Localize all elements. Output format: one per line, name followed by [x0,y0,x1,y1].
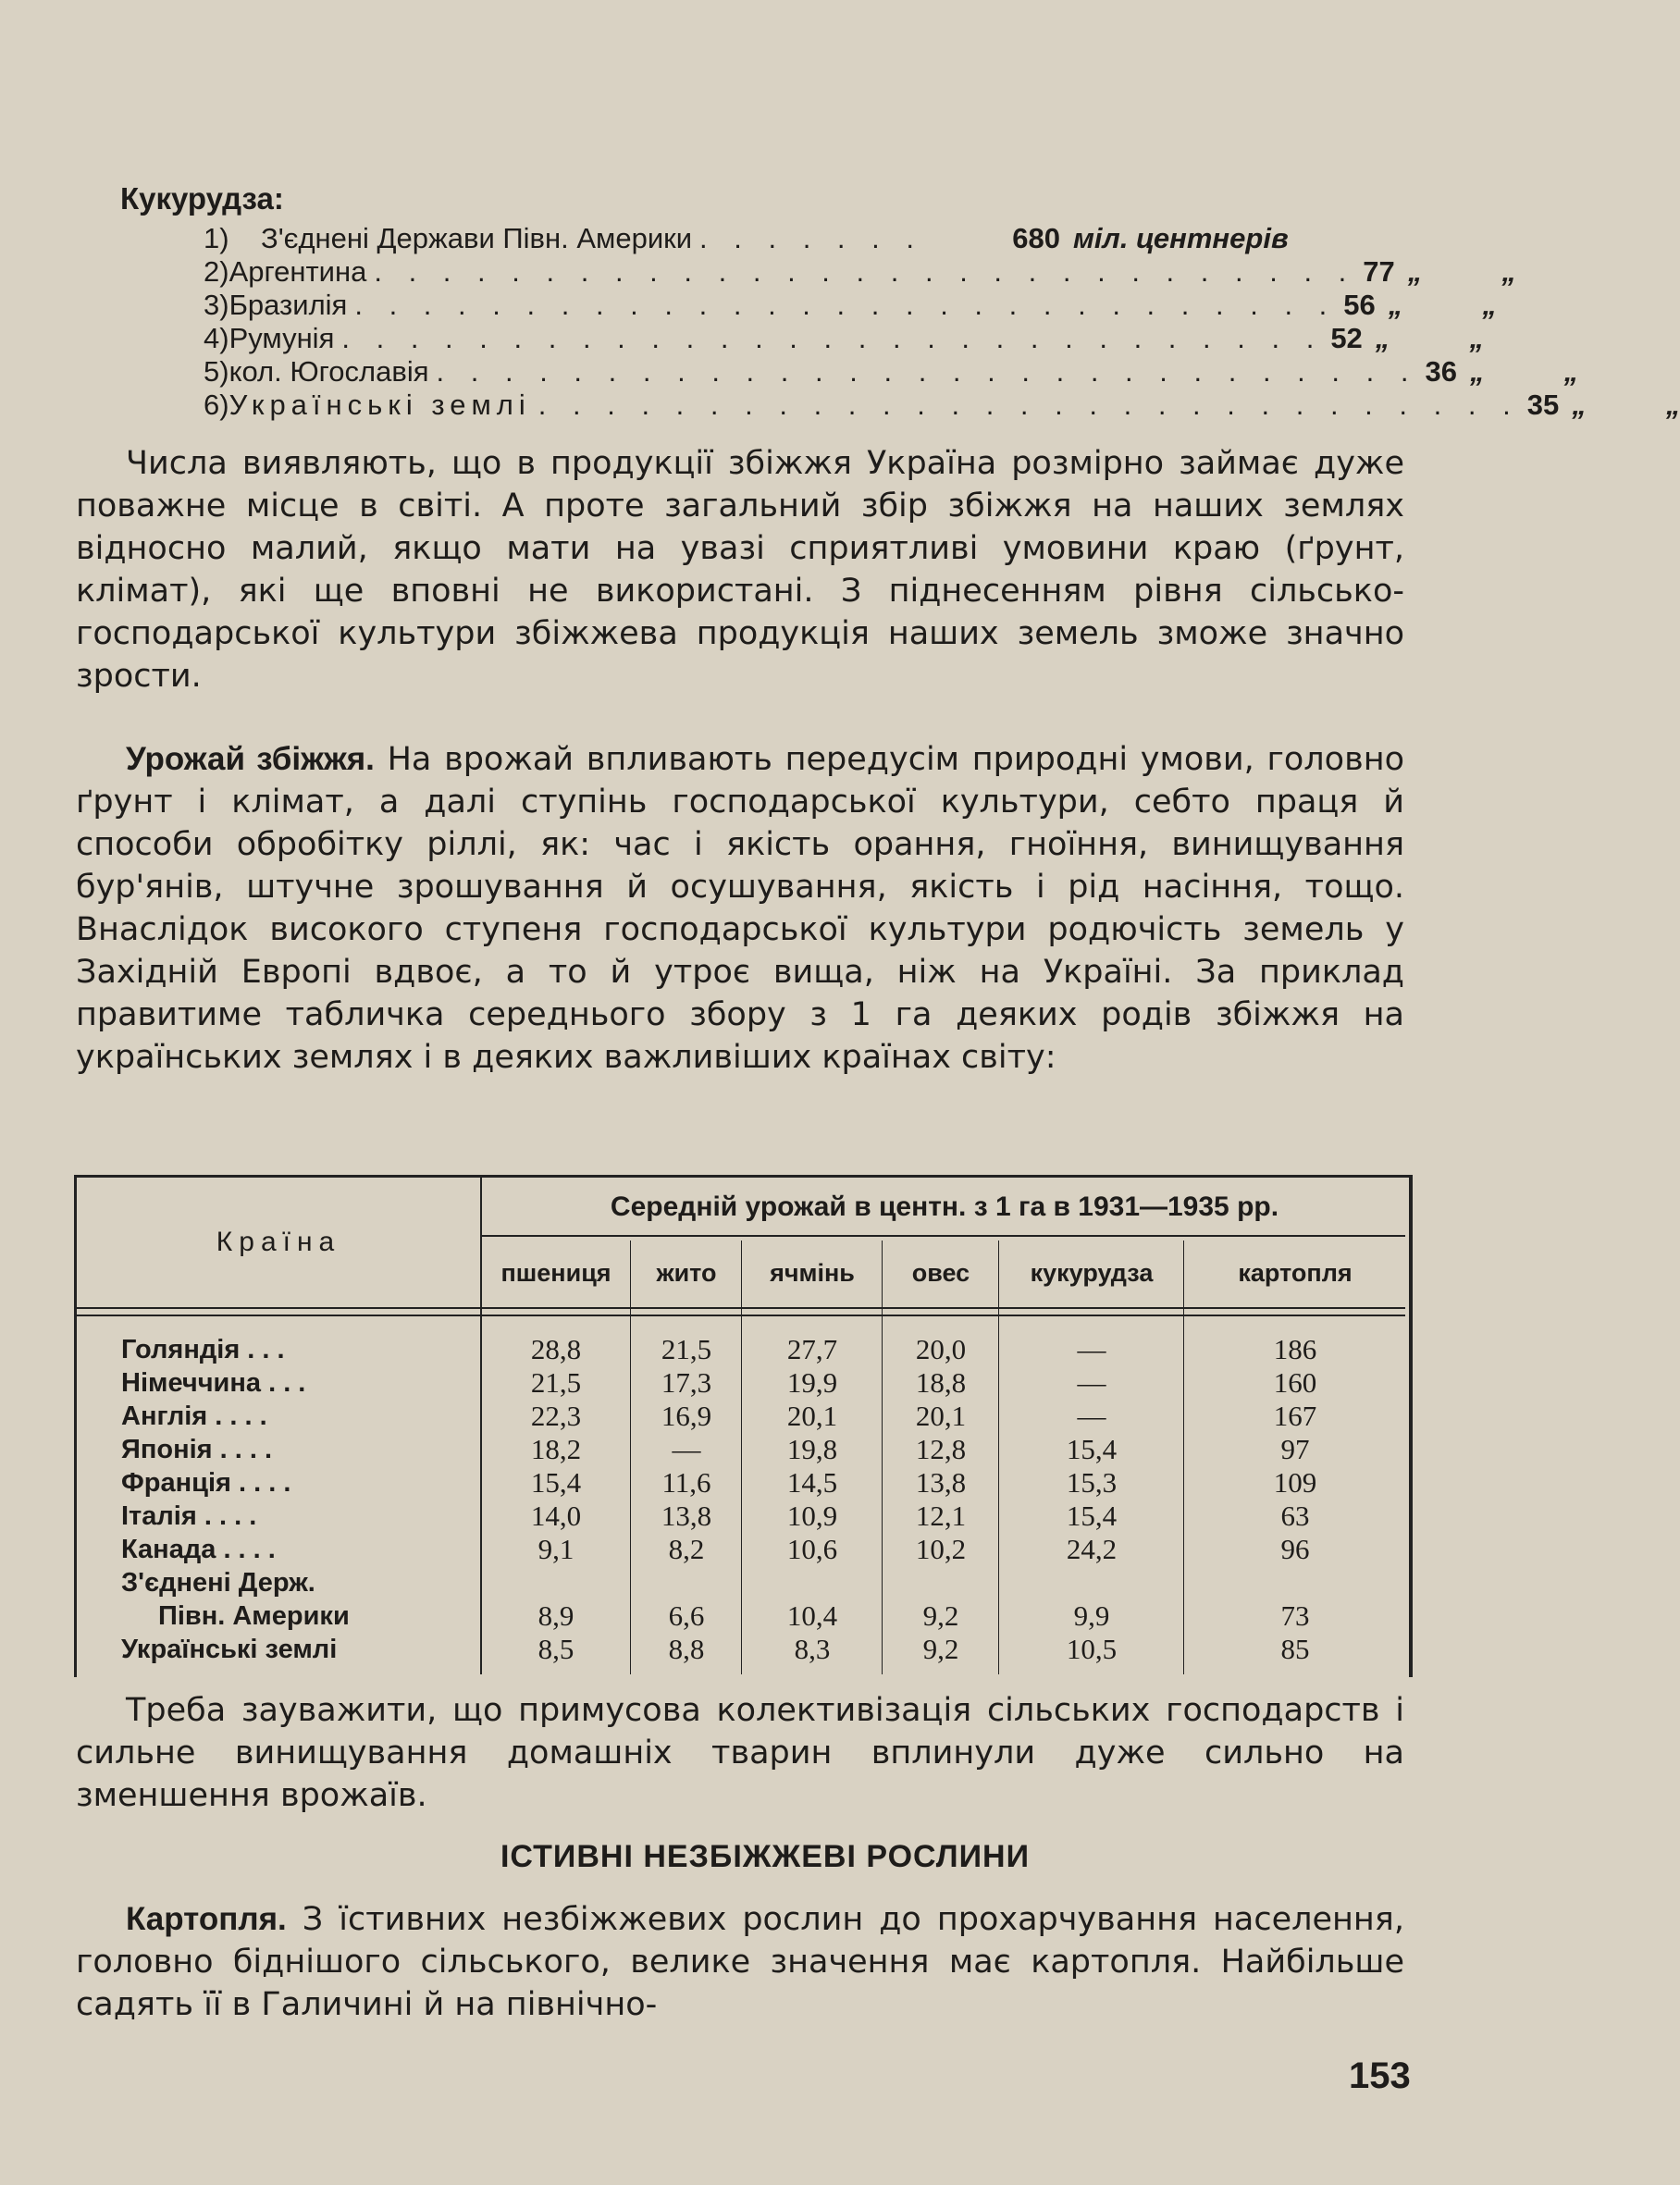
item-number: 2) [204,255,229,288]
paragraph-potato [76,1898,1404,2026]
cell-potato: 160 [1273,1366,1317,1399]
cell-potato: 73 [1280,1599,1310,1632]
item-number: 3) [204,289,229,321]
leader-dots: . . . . . . . [699,222,923,254]
cell-barley: 20,1 [786,1400,838,1432]
column-header-oats: овес [911,1259,970,1287]
cell-potato: 85 [1280,1633,1310,1665]
item-value: 36 [1425,355,1457,388]
yield-group-header: Середній урожай в центн. з 1 га в 1931—1935 рр. [610,1191,1279,1222]
cell-potato: 186 [1273,1333,1317,1365]
cell-barley: 14,5 [786,1466,838,1499]
leader-dots: . . . . . . . . . . . . . . . . . . . . . . . . . . . . . [374,255,1356,288]
row-country: Голяндія . . . [121,1335,285,1364]
item-value: 77 [1363,255,1395,288]
paragraph-text: З їстивних незбіжжевих рослин до прохарчування населення, головно біднішого сільського, велике значення має картопля. Найбільше садять її в Галичині й на північно- [76,1901,1404,2023]
paragraph-grain-share: Числа виявляють, що в продукції збіжжя Україна розмірно займає дуже поважне місце в світі. А проте загальний збір збіжжя на наших землях відносно малий, якщо мати на увазі сприятливі умовини краю (ґрунт, клімат), які ще вповні не використані. З піднесенням рівня сільсько-господарської культури збіжжева продукція наших земель зможе значно зрости. [76,445,1404,695]
cell-barley: 10,9 [786,1500,838,1532]
leader-dots: . . . . . . . . . . . . . . . . . . . . . . . . . . . . . [341,322,1324,354]
corn-production-list [204,222,1680,422]
column-header-potato: картопля [1238,1259,1353,1287]
cell-barley: 27,7 [786,1333,838,1365]
cell-corn: 9,9 [1073,1599,1110,1632]
cell-corn: 15,4 [1066,1500,1118,1532]
cell-barley: 10,6 [786,1533,838,1565]
table-row [77,1366,1405,1400]
yield-table [74,1175,1413,1677]
cell-oats: 9,2 [922,1633,959,1665]
item-number: 6) [204,389,229,421]
item-value: 52 [1330,322,1363,354]
cell-wheat: 15,4 [530,1466,582,1499]
item-unit-ditto: „ „ [1469,355,1579,388]
item-value: 56 [1343,289,1376,321]
cell-corn: — [1077,1333,1106,1365]
leader-dots: . . . . . . . . . . . . . . . . . . . . . . . . . . . . . [537,389,1520,421]
paragraph-collectivization: Треба зауважити, що примусова колективізація сільських господарств і сильне винищування домашніх тварин вплинули дуже сильно на зменшення врожаїв. [76,1692,1404,1814]
item-unit-ditto: „ „ [1407,255,1516,288]
item-number: 5) [204,355,229,388]
item-unit-ditto: „ „ [1388,289,1497,321]
cell-corn: — [1077,1366,1106,1399]
cell-oats: 12,1 [915,1500,967,1532]
item-number: 1) [204,222,229,254]
row-country: Німеччина . . . [121,1368,306,1398]
item-value: 35 [1526,389,1560,421]
table-divider [482,1235,1405,1237]
column-header-corn: кукурудза [1030,1259,1154,1287]
cell-oats: 13,8 [915,1466,967,1499]
cell-wheat: 28,8 [530,1333,582,1365]
paragraph-harvest [76,738,1404,1079]
table-row [77,1500,1405,1533]
list-item [204,355,1579,389]
cell-barley: 10,4 [786,1599,838,1632]
cell-rye: 11,6 [661,1466,711,1499]
cell-barley: 8,3 [794,1633,831,1665]
section-heading: ІСТИВНІ НЕЗБІЖЖЕВІ РОСЛИНИ [500,1839,1031,1874]
cell-oats: 20,0 [915,1333,967,1365]
cell-potato: 63 [1280,1500,1310,1532]
cell-wheat: 8,5 [537,1633,574,1665]
corn-list-title: Кукурудза: [120,181,284,216]
cell-barley: 19,9 [786,1366,838,1399]
cell-potato: 96 [1280,1533,1310,1565]
page-number: 153 [1349,2055,1411,2096]
cell-rye: 17,3 [661,1366,712,1399]
table-row [77,1400,1405,1433]
cell-oats: 18,8 [915,1366,967,1399]
item-unit-ditto: „ „ [1572,389,1680,421]
item-country: Українські землі [229,389,531,421]
row-country: З'єднені Держ. Півн. Америки [121,1568,350,1631]
cell-rye: — [672,1433,701,1465]
cell-barley: 19,8 [786,1433,838,1465]
list-item [204,255,1516,289]
table-row [77,1333,1405,1366]
cell-wheat: 22,3 [530,1400,582,1432]
table-row [77,1466,1405,1500]
leader-dots: . . . . . . . . . . . . . . . . . . . . . . . . . . . . . [354,289,1337,321]
item-country: Румунія [229,322,335,354]
item-country: Аргентина [229,255,367,288]
cell-oats: 9,2 [922,1599,959,1632]
column-header-barley: ячмінь [770,1259,855,1287]
cell-corn: 24,2 [1066,1533,1118,1565]
item-country: кол. Югославія [229,355,429,388]
cell-corn: 15,3 [1066,1466,1118,1499]
cell-rye: 13,8 [661,1500,712,1532]
row-country: Українські землі [121,1635,338,1664]
paragraph-lead: Картопля. [126,1901,287,1937]
item-unit-ditto: „ „ [1375,322,1484,354]
leader-dots: . . . . . . . . . . . . . . . . . . . . . . . . . . . . . [436,355,1418,388]
cell-oats: 20,1 [915,1400,967,1432]
cell-corn: — [1077,1400,1106,1432]
cell-wheat: 9,1 [537,1533,574,1565]
cell-rye: 16,9 [661,1400,712,1432]
list-item [204,222,1351,255]
cell-potato: 167 [1273,1400,1317,1432]
row-country: Італія . . . . [121,1501,257,1531]
list-item [204,289,1497,322]
list-item [204,389,1680,422]
row-country: Англія . . . . [121,1401,267,1431]
cell-oats: 10,2 [915,1533,967,1565]
cell-rye: 6,6 [668,1599,705,1632]
table-row [77,1533,1405,1566]
item-country: З'єднені Держави Півн. Америки [261,222,693,254]
table-row [77,1433,1405,1466]
table-row [77,1566,1405,1633]
column-header-wheat: пшениця [500,1259,611,1287]
cell-wheat: 18,2 [530,1433,582,1465]
item-unit: міл. центнерів [1073,222,1289,254]
row-country: Франція . . . . [121,1468,291,1498]
cell-rye: 8,8 [668,1633,705,1665]
item-value: 680 [1012,222,1060,254]
cell-wheat: 14,0 [530,1500,582,1532]
cell-wheat: 21,5 [530,1366,582,1399]
paragraph-lead: Урожай збіжжя. [126,741,375,777]
row-country: Канада . . . . [121,1535,276,1564]
cell-oats: 12,8 [915,1433,967,1465]
table-body [77,1333,1405,1666]
column-header-rye: жито [656,1259,717,1287]
cell-wheat: 8,9 [537,1599,574,1632]
cell-rye: 21,5 [661,1333,712,1365]
cell-corn: 15,4 [1066,1433,1118,1465]
country-column-header: Країна [216,1227,341,1257]
cell-rye: 8,2 [668,1533,705,1565]
item-country: Бразилія [229,289,348,321]
table-row [77,1633,1405,1666]
row-country: Японія . . . . [121,1435,273,1464]
cell-potato: 97 [1280,1433,1310,1465]
cell-potato: 109 [1273,1466,1317,1499]
item-number: 4) [204,322,229,354]
cell-corn: 10,5 [1066,1633,1118,1665]
paragraph-text: На врожай впливають передусім природні умови, головно ґрунт і клімат, а далі ступінь господарської культури, себто праця й способи обробітку ріллі, як: час і якість орання, гноїння, винищування бур'янів, штучне зрошування й осушування, якість і рід насіння, тощо. Внаслідок високого ступеня господарської культури родючість земель у Західній Европі вдвоє, а то й утроє вища, ніж на Україні. За приклад правитиме табличка середнього збору з 1 га деяких родів збіжжя на українських землях і в деяких важливіших країнах світу: [76,741,1404,1076]
list-item [204,322,1484,355]
